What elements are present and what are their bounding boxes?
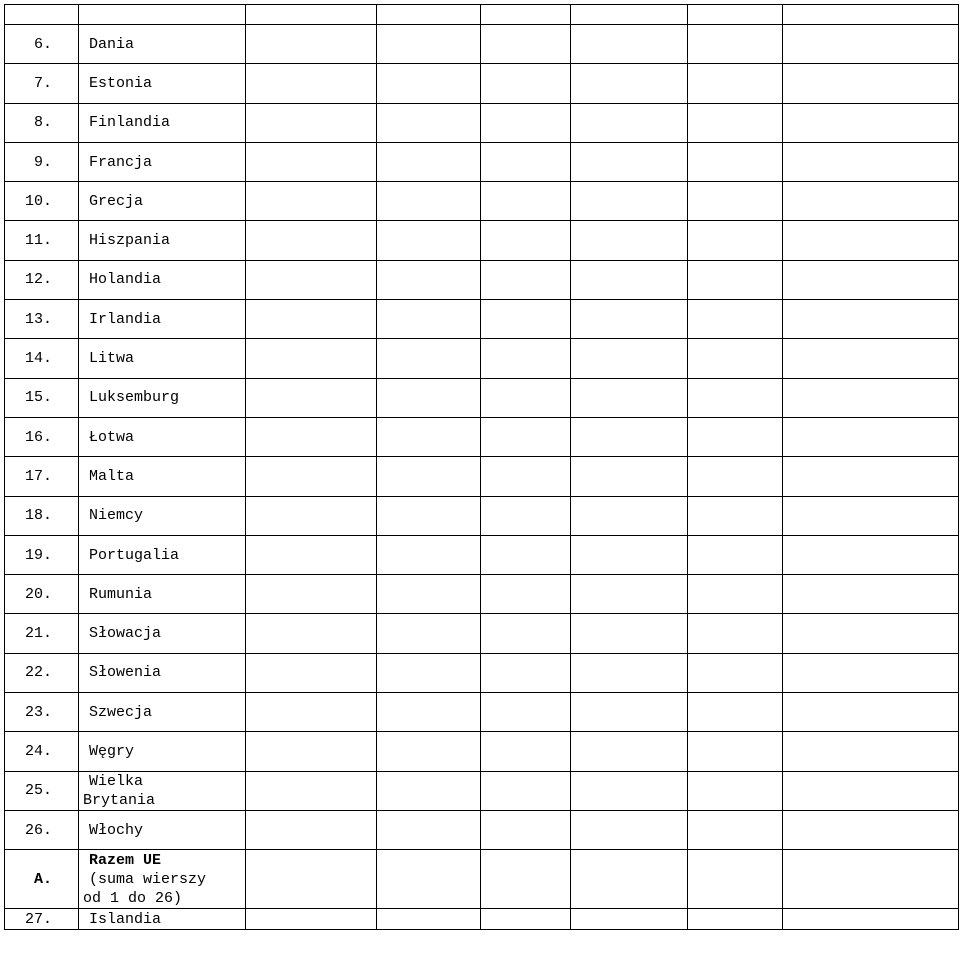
cell[interactable] [688, 614, 783, 653]
cell[interactable] [783, 25, 959, 64]
country-name: Rumunia [79, 575, 246, 614]
cell[interactable] [246, 771, 377, 810]
country-name-line-2: Brytania [83, 791, 156, 809]
cell[interactable] [246, 732, 377, 771]
cell[interactable] [246, 260, 377, 299]
row-number: 26. [5, 810, 79, 849]
country-name: Estonia [79, 64, 246, 103]
cell[interactable] [481, 300, 571, 339]
country-name: Irlandia [79, 300, 246, 339]
cell[interactable] [377, 614, 481, 653]
cell[interactable] [246, 103, 377, 142]
cell[interactable] [571, 417, 688, 456]
cell[interactable] [571, 771, 688, 810]
cell[interactable] [783, 653, 959, 692]
country-name: Holandia [79, 260, 246, 299]
row-number: A. [5, 850, 79, 909]
cell[interactable] [481, 850, 571, 909]
cell[interactable] [481, 496, 571, 535]
cell[interactable] [571, 260, 688, 299]
cell[interactable] [377, 417, 481, 456]
cell[interactable] [783, 378, 959, 417]
cell[interactable] [246, 850, 377, 909]
table-row [5, 535, 959, 574]
cell[interactable] [377, 260, 481, 299]
row-number: 16. [5, 417, 79, 456]
cell[interactable] [571, 142, 688, 181]
table-row [5, 810, 959, 849]
cell[interactable] [377, 575, 481, 614]
cell[interactable] [688, 457, 783, 496]
cell[interactable] [571, 300, 688, 339]
country-name: Malta [79, 457, 246, 496]
country-name [79, 771, 246, 810]
row-number: 6. [5, 25, 79, 64]
cell[interactable] [571, 810, 688, 849]
cell[interactable] [246, 300, 377, 339]
cell[interactable] [377, 103, 481, 142]
country-name: Dania [79, 25, 246, 64]
table-row [5, 417, 959, 456]
table-row [5, 25, 959, 64]
cell[interactable] [246, 142, 377, 181]
cell[interactable] [481, 457, 571, 496]
country-name: Luksemburg [79, 378, 246, 417]
cell[interactable] [688, 496, 783, 535]
cell[interactable] [571, 221, 688, 260]
cell[interactable] [481, 339, 571, 378]
cell[interactable] [783, 693, 959, 732]
country-name: Finlandia [79, 103, 246, 142]
row-number: 18. [5, 496, 79, 535]
cell[interactable] [688, 653, 783, 692]
cell[interactable] [783, 496, 959, 535]
country-name: Niemcy [79, 496, 246, 535]
row-number: 12. [5, 260, 79, 299]
cell[interactable] [481, 103, 571, 142]
cell[interactable] [688, 339, 783, 378]
table-row [5, 378, 959, 417]
cell[interactable] [783, 732, 959, 771]
cell[interactable] [688, 182, 783, 221]
cell[interactable] [246, 417, 377, 456]
cell[interactable] [246, 909, 377, 930]
cell[interactable] [688, 810, 783, 849]
cell[interactable] [783, 575, 959, 614]
cell[interactable] [571, 535, 688, 574]
country-name-line-1: Wielka [89, 772, 144, 790]
cell[interactable] [783, 64, 959, 103]
cell[interactable] [688, 64, 783, 103]
cell[interactable] [377, 771, 481, 810]
country-name: Portugalia [79, 535, 246, 574]
cell[interactable] [481, 771, 571, 810]
cell[interactable] [571, 850, 688, 909]
cell[interactable] [377, 221, 481, 260]
cell[interactable] [246, 653, 377, 692]
cell[interactable] [377, 653, 481, 692]
row-number: 7. [5, 64, 79, 103]
cell[interactable] [783, 850, 959, 909]
cell[interactable] [571, 653, 688, 692]
cell[interactable] [688, 103, 783, 142]
table-row [5, 909, 959, 930]
cell[interactable] [481, 732, 571, 771]
cell[interactable] [688, 260, 783, 299]
country-name: Węgry [79, 732, 246, 771]
cell[interactable] [571, 457, 688, 496]
country-name: Słowenia [79, 653, 246, 692]
cell[interactable] [481, 378, 571, 417]
cell[interactable] [571, 182, 688, 221]
cell[interactable] [377, 810, 481, 849]
table-row [5, 653, 959, 692]
cell[interactable] [688, 732, 783, 771]
cell[interactable] [783, 339, 959, 378]
cell[interactable] [481, 614, 571, 653]
total-label [79, 850, 246, 909]
cell[interactable] [377, 535, 481, 574]
cell[interactable] [481, 25, 571, 64]
table-row [5, 575, 959, 614]
total-label-line-1: Razem UE [89, 851, 162, 869]
cell[interactable] [246, 614, 377, 653]
table-row [5, 771, 959, 810]
cell[interactable] [688, 300, 783, 339]
cell[interactable] [377, 693, 481, 732]
cell[interactable] [377, 732, 481, 771]
cell[interactable] [481, 64, 571, 103]
cell[interactable] [246, 221, 377, 260]
cell[interactable] [481, 693, 571, 732]
country-name: Łotwa [79, 417, 246, 456]
cell[interactable] [688, 25, 783, 64]
cell[interactable] [481, 810, 571, 849]
cell[interactable] [783, 909, 959, 930]
cell[interactable] [571, 496, 688, 535]
country-name: Francja [79, 142, 246, 181]
cell[interactable] [481, 575, 571, 614]
cell[interactable] [783, 771, 959, 810]
row-number: 27. [5, 909, 79, 930]
total-label-line-3: od 1 do 26) [83, 889, 183, 907]
cell[interactable] [246, 182, 377, 221]
cell[interactable] [688, 850, 783, 909]
cell[interactable] [571, 575, 688, 614]
row-number: 8. [5, 103, 79, 142]
country-name: Hiszpania [79, 221, 246, 260]
cell[interactable] [783, 810, 959, 849]
cell[interactable] [377, 378, 481, 417]
cell[interactable] [783, 417, 959, 456]
cell[interactable] [688, 535, 783, 574]
table-row [5, 614, 959, 653]
table-row [5, 221, 959, 260]
table-row [5, 496, 959, 535]
table-row [5, 339, 959, 378]
cell[interactable] [377, 850, 481, 909]
country-table [4, 4, 959, 930]
row-number: 13. [5, 300, 79, 339]
cell[interactable] [571, 732, 688, 771]
table-row-total [5, 850, 959, 909]
cell[interactable] [481, 417, 571, 456]
cell[interactable] [783, 457, 959, 496]
cell[interactable] [481, 260, 571, 299]
cell[interactable] [481, 535, 571, 574]
table-row [5, 260, 959, 299]
country-name: Słowacja [79, 614, 246, 653]
cell[interactable] [377, 25, 481, 64]
cell[interactable] [783, 142, 959, 181]
cell[interactable] [481, 182, 571, 221]
cell[interactable] [783, 221, 959, 260]
row-number: 17. [5, 457, 79, 496]
country-name: Włochy [79, 810, 246, 849]
table-row [5, 693, 959, 732]
row-number: 10. [5, 182, 79, 221]
cell[interactable] [688, 378, 783, 417]
cell[interactable] [783, 300, 959, 339]
cell[interactable] [783, 535, 959, 574]
table-row [5, 142, 959, 181]
cell[interactable] [783, 103, 959, 142]
cell[interactable] [571, 64, 688, 103]
cell[interactable] [688, 771, 783, 810]
cell[interactable] [246, 575, 377, 614]
cell[interactable] [571, 614, 688, 653]
cell[interactable] [246, 64, 377, 103]
row-number: 21. [5, 614, 79, 653]
row-number: 9. [5, 142, 79, 181]
cell[interactable] [688, 221, 783, 260]
total-label-line-2: (suma wierszy [89, 870, 207, 888]
cell[interactable] [377, 300, 481, 339]
row-number: 14. [5, 339, 79, 378]
cell[interactable] [688, 909, 783, 930]
cell[interactable] [246, 810, 377, 849]
cell[interactable] [481, 142, 571, 181]
row-number: 15. [5, 378, 79, 417]
cell[interactable] [571, 378, 688, 417]
cell[interactable] [246, 339, 377, 378]
table-row [5, 103, 959, 142]
cell[interactable] [783, 182, 959, 221]
country-name: Islandia [79, 909, 246, 930]
row-number: 11. [5, 221, 79, 260]
cell[interactable] [481, 909, 571, 930]
table-row [5, 457, 959, 496]
cell[interactable] [377, 909, 481, 930]
cell[interactable] [571, 103, 688, 142]
row-number: 23. [5, 693, 79, 732]
cell[interactable] [783, 614, 959, 653]
cell[interactable] [571, 339, 688, 378]
cell[interactable] [688, 417, 783, 456]
cell[interactable] [246, 496, 377, 535]
cell[interactable] [246, 693, 377, 732]
cell[interactable] [246, 378, 377, 417]
cell[interactable] [481, 653, 571, 692]
cell[interactable] [246, 535, 377, 574]
country-name: Grecja [79, 182, 246, 221]
table-row [5, 182, 959, 221]
cell[interactable] [246, 457, 377, 496]
country-name: Litwa [79, 339, 246, 378]
row-number: 25. [5, 771, 79, 810]
table-row [5, 64, 959, 103]
row-number: 20. [5, 575, 79, 614]
row-number: 22. [5, 653, 79, 692]
cell[interactable] [377, 64, 481, 103]
cell[interactable] [377, 496, 481, 535]
cell[interactable] [377, 182, 481, 221]
table-row [5, 732, 959, 771]
cell[interactable] [571, 693, 688, 732]
cell[interactable] [246, 25, 377, 64]
cell[interactable] [571, 909, 688, 930]
cell[interactable] [571, 25, 688, 64]
row-number: 19. [5, 535, 79, 574]
cell[interactable] [688, 142, 783, 181]
cell[interactable] [481, 221, 571, 260]
cell[interactable] [377, 457, 481, 496]
cell[interactable] [783, 260, 959, 299]
row-number: 24. [5, 732, 79, 771]
cell[interactable] [377, 339, 481, 378]
country-name: Szwecja [79, 693, 246, 732]
table-row [5, 300, 959, 339]
cell[interactable] [688, 575, 783, 614]
cell[interactable] [688, 693, 783, 732]
table-row-header-stub [5, 5, 959, 25]
cell[interactable] [377, 142, 481, 181]
